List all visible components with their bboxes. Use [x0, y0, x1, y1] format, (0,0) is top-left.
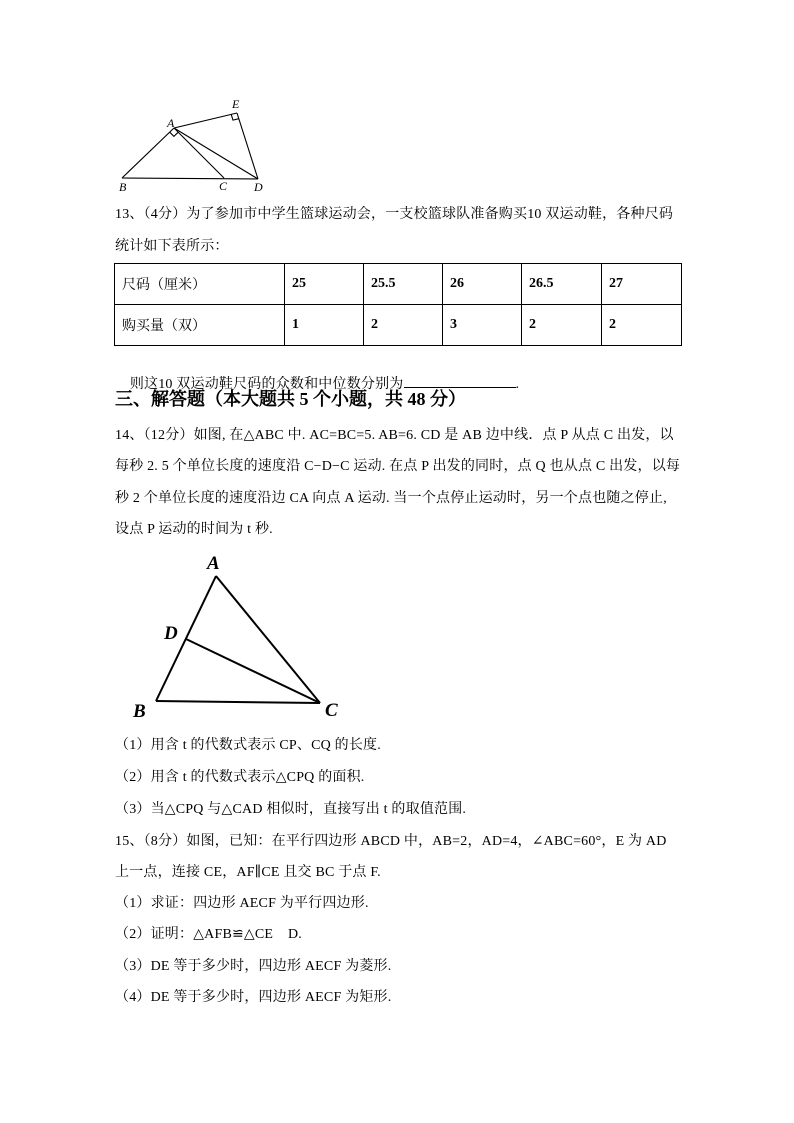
q13-geometry-figure [110, 95, 270, 195]
table-cell: 3 [443, 305, 522, 346]
q14-part-1: （1）用含 t 的代数式表示 CP、CQ 的长度. [115, 738, 381, 753]
shoe-size-table [114, 263, 682, 346]
label-b: B [133, 701, 146, 722]
label-a: A [167, 116, 175, 130]
q15-part-4: （4）DE 等于多少时，四边形 AECF 为矩形. [115, 990, 392, 1005]
table-header-cell: 购买量（双） [115, 305, 285, 346]
q14-part-3: （3）当△CPQ 与△CAD 相似时，直接写出 t 的取值范围. [115, 802, 467, 817]
q14-triangle-figure [130, 550, 345, 725]
segment-bc [156, 701, 320, 703]
segment-ed [237, 113, 258, 179]
q14-text-line-4: 设点 P 运动的时间为 t 秒. [115, 522, 273, 537]
table-header-cell: 尺码（厘米） [115, 264, 285, 305]
label-d: D [254, 180, 263, 194]
q14-part-2: （2）用含 t 的代数式表示△CPQ 的面积. [115, 770, 365, 785]
table-cell: 26.5 [522, 264, 602, 305]
table-cell: 27 [602, 264, 682, 305]
table-cell: 25.5 [364, 264, 443, 305]
segment-ba [122, 128, 174, 178]
segment-ac [174, 128, 224, 178]
q14-text-line-1: 14、（12分）如图, 在△ABC 中. AC=BC=5. AB=6. CD 是 AB 边中线．点 P 从点 C 出发，以 [115, 428, 674, 443]
label-b: B [119, 180, 127, 194]
q13-answer-suffix: . [515, 377, 520, 392]
q15-part-3: （3）DE 等于多少时，四边形 AECF 为菱形. [115, 959, 392, 974]
answer-blank [404, 375, 516, 388]
table-cell: 1 [285, 305, 364, 346]
table-cell: 25 [285, 264, 364, 305]
label-c: C [219, 179, 228, 193]
table-cell: 2 [364, 305, 443, 346]
q14-text-line-3: 秒 2 个单位长度的速度沿边 CA 向点 A 运动. 当一个点停止运动时，另一个点也随之停止, [115, 491, 667, 506]
table-cell: 2 [602, 305, 682, 346]
q13-answer-prefix: 则这10 双运动鞋尺码的众数和中位数分别为 [129, 377, 404, 392]
q15-part-2: （2）证明：△AFB≌△CE D. [115, 927, 302, 942]
table-cell: 2 [522, 305, 602, 346]
segment-ac [216, 576, 320, 703]
q13-text-line-2: 统计如下表所示： [115, 239, 229, 254]
table-row-size [115, 264, 682, 305]
label-a: A [207, 553, 220, 574]
segment-ad [174, 128, 258, 179]
section-heading: 三、解答题（本大题共 5 个小题，共 48 分） [115, 389, 466, 409]
segment-dc [186, 639, 320, 703]
segment-ae [174, 113, 237, 128]
right-angle-mark-a [170, 132, 179, 136]
q15-text-line-1: 15、（8分）如图，已知：在平行四边形 ABCD 中，AB=2，AD=4，∠ABC=60°，E 为 AD [115, 834, 667, 849]
q15-part-1: （1）求证：四边形 AECF 为平行四边形. [115, 896, 369, 911]
label-e: E [232, 97, 240, 111]
q13-text-line-1: 13、（4分）为了参加市中学生篮球运动会，一支校篮球队准备购买10 双运动鞋，各种尺码 [115, 207, 674, 222]
label-d: D [164, 623, 178, 644]
table-cell: 26 [443, 264, 522, 305]
table-row-quantity [115, 305, 682, 346]
q15-text-line-2: 上一点，连接 CE，AF∥CE 且交 BC 于点 F. [115, 865, 381, 880]
label-c: C [325, 700, 338, 721]
segment-bd [122, 178, 258, 179]
q14-text-line-2: 每秒 2. 5 个单位长度的速度沿 C−D−C 运动. 在点 P 出发的同时，点 Q 也从点 C 出发，以每 [115, 459, 681, 474]
